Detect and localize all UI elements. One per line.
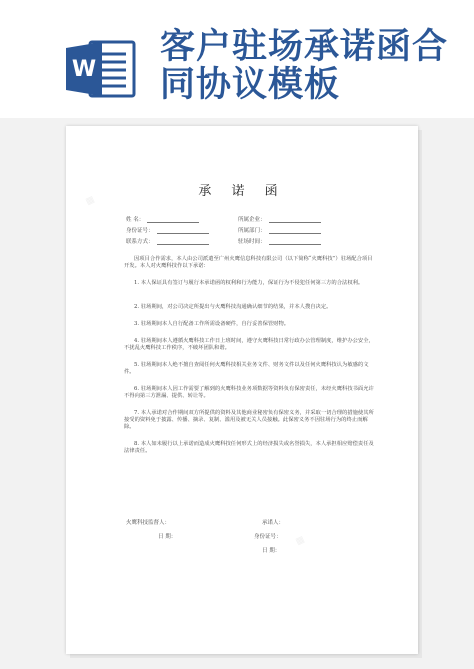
name-field	[126, 215, 199, 223]
commitment-item: 3. 驻场期间本人自行配备工作所需设备硬件，自行妥善保管财物。	[134, 321, 290, 327]
document-page	[66, 126, 418, 654]
department-field	[238, 226, 321, 234]
watermark: ▦	[294, 534, 307, 548]
document-title: 承 诺 函	[198, 184, 286, 199]
fill-line	[157, 228, 209, 234]
promisor-signature-label: 承诺人：	[262, 520, 285, 526]
commitment-item: 1. 本人保证具有签订与履行本承诺函的权利和行为能力，保证行为不侵犯任何第三方的合法权利。	[134, 280, 364, 286]
commitment-item: 6. 驻场期间本人因工作需要了解到的火鹰科技业务项数据等资料负有保密责任，未经火鹰科技书面允许不得向第三方泄漏、提供、转让等。	[124, 386, 374, 399]
commitment-item: 7. 本人承诺对合作期间双方所提供的资料及其他商业秘密负有保密义务，并采取一切合理的措施使其所接受的资料免于披露、传播、摘录、复制、滥用及被无关人员接触。此保密义务不因驻场行为的终止而解除。	[124, 410, 374, 430]
field-label: 姓 名：	[126, 217, 145, 223]
contact-field	[126, 237, 209, 245]
supervisor-date-label: 日 期：	[158, 534, 177, 540]
intro-paragraph: 因项目合作需求，本人由公司派遣至广州火鹰信息科技有限公司（以下简称“火鹰科技”）驻场配合项目开发。本人对火鹰科技作以下承诺：	[124, 256, 373, 269]
fill-line	[269, 217, 321, 223]
promisor-date-label: 日 期：	[262, 548, 281, 554]
field-label: 联系方式：	[126, 239, 154, 245]
watermark: ▦	[84, 194, 97, 208]
field-label: 身份证号：	[126, 228, 154, 234]
page-title: 客户驻场承诺函合同协议模板	[160, 27, 449, 105]
fill-line	[147, 217, 199, 223]
fill-line	[269, 228, 321, 234]
id-number-field	[126, 226, 209, 234]
field-label: 所属部门：	[238, 228, 266, 234]
commitment-item: 8. 本人如未履行以上承诺而造成火鹰科技任何形式上的经济损失或名誉损失，本人承担相应赔偿责任及法律责任。	[124, 441, 374, 454]
field-label: 驻场时间：	[238, 239, 266, 245]
commitment-item: 4. 驻场期间本人遵循火鹰科技工作日上班时间，遵守火鹰科技日常行政办公管理制度，维护办公安全，不扰乱火鹰科技工作秩序，不破坏团队和谐。	[124, 338, 374, 351]
svg-text:W: W	[71, 57, 97, 82]
word-doc-icon	[64, 38, 138, 100]
fill-line	[269, 239, 321, 245]
fill-line	[157, 239, 209, 245]
commitment-item: 2. 驻场期间，对公司决定所提出与火鹰科技沟通确认细节的结果，并本人搜自决定。	[134, 304, 332, 310]
supervisor-signature-label: 火鹰科技监督人：	[126, 520, 171, 526]
promisor-id-label: 身份证号：	[254, 534, 282, 540]
onsite-time-field	[238, 237, 321, 245]
company-field	[238, 215, 321, 223]
field-label: 所属企业：	[238, 217, 266, 223]
banner	[0, 0, 474, 118]
commitment-item: 5. 驻场期间本人绝不擅自查阅任何火鹰科技相关业务文件、财务文件以及任何火鹰科技认为敏感的文件。	[124, 362, 369, 375]
